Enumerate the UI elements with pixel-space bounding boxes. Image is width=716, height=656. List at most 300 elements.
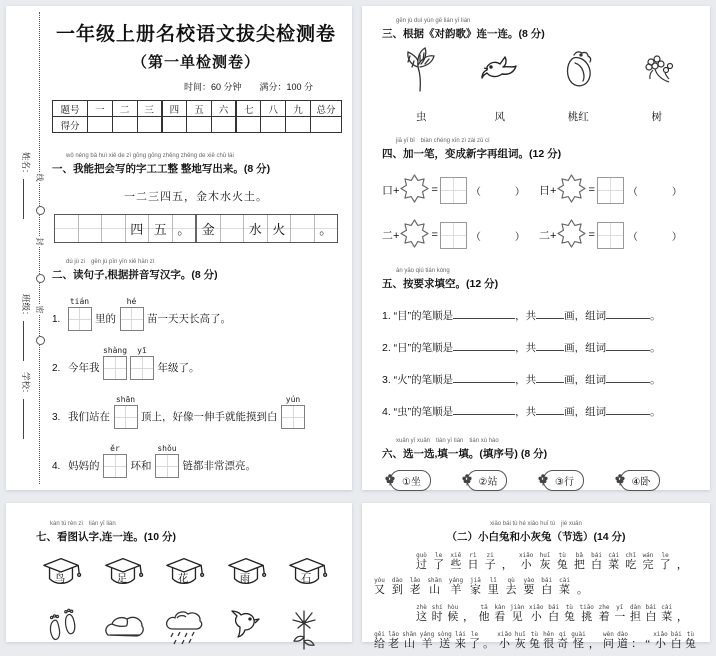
ruby-unit <box>608 552 619 572</box>
ruby-pinyin: shí <box>431 604 443 611</box>
section-2-title: 二、读句子,根据拼音写汉字。(8 分) <box>52 269 218 281</box>
item-text: 2. “日”的笔顺是 <box>382 342 454 354</box>
stroke-order-item <box>382 371 696 387</box>
ruby-unit <box>630 604 641 624</box>
answer-blank <box>453 339 515 351</box>
paper-title: 一年级上册名校语文拔尖检测卷 <box>55 24 336 45</box>
section-1 <box>52 153 340 243</box>
ruby-pinyin: jiā <box>470 577 481 584</box>
ruby-pinyin: yī <box>616 604 624 611</box>
ruby-hanzi: ： <box>631 638 643 650</box>
ruby-hanzi: 去 <box>505 584 517 596</box>
ruby-hanzi: 又 <box>374 584 385 596</box>
flower-icon <box>384 472 396 489</box>
ruby-pinyin: zi <box>486 552 494 559</box>
ruby-hanzi: 了 <box>469 638 481 650</box>
ruby-unit <box>388 631 399 651</box>
score-cell-empty <box>88 117 113 133</box>
tian-zi-ge-box <box>120 307 144 331</box>
ruby-pinyin: xiǎo <box>518 552 534 559</box>
score-table-col: 九 <box>286 101 311 117</box>
equals-sign: = <box>588 229 595 241</box>
ruby-pinyin: le <box>661 552 669 559</box>
picture <box>42 607 86 656</box>
ruby-pinyin: huī <box>514 631 526 638</box>
match-word: 风 <box>494 111 505 123</box>
reading-title-pinyin: xiǎo bái tù hé xiǎo huī tù jié xuǎn <box>490 521 582 527</box>
ruby-pinyin: sòng <box>437 631 452 638</box>
ruby-hanzi: 道 <box>617 638 629 650</box>
ruby-hanzi: 奇 <box>557 638 569 650</box>
item-text: 画，组词 <box>564 406 607 418</box>
ruby-hanzi: 给 <box>374 638 385 650</box>
answer-box <box>597 177 624 204</box>
word-parentheses: （ ） <box>470 186 526 198</box>
stroke-star-icon <box>400 174 429 206</box>
ruby-hanzi: 。 <box>576 584 588 596</box>
score-table-col: 八 <box>261 101 286 117</box>
choice-badge: ③行 <box>543 470 584 491</box>
ruby-unit <box>497 631 511 651</box>
ruby-hanzi: 过 <box>416 559 427 571</box>
answer-blank <box>606 371 650 383</box>
school-label: 学校： <box>21 372 31 398</box>
seal-char-mi: 密 <box>35 305 44 314</box>
ruby-pinyin: chī <box>625 552 637 559</box>
pinyin-label: hé <box>126 297 137 306</box>
reading-title: （二）小白兔和小灰兔（节选）(14 分) <box>446 531 626 543</box>
grid-cell: 。 <box>315 215 338 242</box>
ruby-unit <box>506 577 517 597</box>
ruby-unit <box>450 552 461 572</box>
ruby-unit <box>579 604 593 624</box>
fill-in-sentence <box>52 291 340 331</box>
ruby-pinyin: lǎo <box>409 577 421 584</box>
grid-cell: 火 <box>268 215 292 242</box>
tian-zi-ge-box <box>155 454 179 478</box>
ruby-hanzi: 要 <box>523 584 535 596</box>
pinyin-label: tián <box>69 297 90 306</box>
section-6-title: 六、选一选,填一填。(填序号) (8 分) <box>382 448 548 460</box>
ruby-pinyin: bái <box>548 604 560 611</box>
pinyin-label: shān <box>115 395 136 404</box>
ruby-unit <box>515 631 526 651</box>
character-cap <box>40 554 82 595</box>
ruby-hanzi: 很 <box>543 638 555 650</box>
match-word: 树 <box>651 111 662 123</box>
ruby-hanzi: 羊 <box>450 584 462 596</box>
score-cell-empty <box>236 117 261 133</box>
grid-cell: 四 <box>126 215 150 242</box>
pinyin-writing-box <box>112 395 139 429</box>
ruby-pinyin: zhè <box>416 604 427 611</box>
score-table-col: 一 <box>88 101 113 117</box>
ruby-hanzi: 兔 <box>528 638 540 650</box>
score-label: 得分 <box>53 117 88 133</box>
add-stroke-item <box>382 219 539 251</box>
answer-blank <box>453 403 515 415</box>
ruby-pinyin: yòu <box>374 577 385 584</box>
sentence-text: 今年我 <box>68 362 100 374</box>
ruby-unit <box>416 552 427 572</box>
ruby-unit <box>617 631 628 651</box>
character-cap <box>286 554 328 595</box>
choice-badge: ②站 <box>467 470 508 491</box>
ruby-hanzi: 日 <box>467 559 479 571</box>
answer-blank <box>536 371 564 383</box>
pinyin-label: yún <box>285 395 301 404</box>
picture <box>102 607 146 656</box>
ruby-unit <box>557 552 568 572</box>
ruby-pinyin <box>592 631 596 638</box>
school-field <box>20 372 33 439</box>
copy-sentence: 一二三四五，金木水火土。 <box>124 191 268 203</box>
answer-blank <box>606 307 650 319</box>
section-4-pinyin: jiā yī bǐ biàn chéng xīn zì zài zǔ cí <box>396 138 490 144</box>
ruby-hanzi: 候 <box>447 611 459 623</box>
section-6-pinyin: xuǎn yī xuǎn tián yī tián tián xù hào <box>396 438 499 444</box>
item-text: 。 <box>650 374 661 386</box>
answer-blank <box>536 307 564 319</box>
ruby-hanzi: 小 <box>654 638 666 650</box>
stroke-star-icon <box>400 219 429 251</box>
ruby-hanzi: 见 <box>511 611 523 623</box>
ruby-hanzi: 灰 <box>539 559 551 571</box>
score-table-col: 四 <box>162 101 187 117</box>
ruby-unit <box>416 604 427 624</box>
answer-blank <box>453 307 515 319</box>
ruby-unit <box>599 604 610 624</box>
page-3[interactable] <box>6 503 352 642</box>
item-text: 画，组词 <box>564 310 607 322</box>
badge-cell <box>543 470 620 491</box>
match-word: 虫 <box>416 111 427 123</box>
pinyin-label: ěr <box>110 444 120 453</box>
ruby-unit <box>571 631 585 651</box>
section-1-title: 一、我能把会写的字工工整 整地写出来。(8 分) <box>52 163 271 175</box>
character-cap <box>225 554 267 595</box>
pinyin-writing-box <box>154 444 181 478</box>
answer-blank <box>606 339 650 351</box>
ruby-pinyin: xiē <box>450 552 462 559</box>
ruby-unit <box>519 552 533 572</box>
character-caps <box>36 554 336 595</box>
footprints-icon <box>45 607 83 656</box>
ruby-hanzi: ， <box>462 611 474 623</box>
ruby-unit <box>449 577 463 597</box>
base-character: 二+ <box>539 230 557 242</box>
flower2-icon <box>287 607 321 656</box>
ruby-pinyin: tù <box>530 631 539 638</box>
ruby-hanzi: “ <box>645 638 651 650</box>
picture <box>162 607 206 656</box>
ruby-pinyin: bái <box>541 577 553 584</box>
ruby-unit <box>488 577 499 597</box>
stroke-star-icon <box>557 174 586 206</box>
rocks-icon <box>102 607 146 656</box>
ruby-pinyin: wán <box>642 552 654 559</box>
ruby-hanzi: 担 <box>629 611 641 623</box>
score-table <box>52 100 342 133</box>
equals-sign: = <box>431 184 438 196</box>
ruby-unit <box>392 577 403 597</box>
score-table-col: 五 <box>187 101 212 117</box>
match-word: 桃红 <box>567 111 589 123</box>
badge-cell <box>390 470 467 491</box>
item-text: 4. “虫”的笔顺是 <box>382 406 454 418</box>
class-blank <box>23 321 33 361</box>
character-cap <box>163 554 205 595</box>
flower-icon <box>537 472 549 489</box>
equals-sign: = <box>588 184 595 196</box>
seal-circle <box>36 274 45 283</box>
section-5-title: 五、按要求填空。(12 分) <box>382 278 499 290</box>
answer-box <box>440 222 467 249</box>
section-2 <box>52 259 340 478</box>
ruby-pinyin: tiāo <box>579 604 594 611</box>
word-parentheses: （ ） <box>470 231 526 243</box>
match-image <box>461 41 540 101</box>
add-stroke-items <box>382 174 696 251</box>
item-text: ，共 <box>515 406 537 418</box>
item-number: 4. <box>52 461 61 472</box>
ruby-unit <box>541 577 552 597</box>
grid-cell: 。 <box>173 215 198 242</box>
item-text: 。 <box>650 342 661 354</box>
seal-dotted-line <box>39 12 40 484</box>
sentence-text: 顶上，好像一伸手就能摸到白 <box>141 411 278 423</box>
ruby-hanzi: 些 <box>450 559 462 571</box>
ruby-hanzi: 白 <box>670 638 682 650</box>
ruby-unit <box>437 631 451 651</box>
grid-cell <box>291 215 315 242</box>
ruby-hanzi: 时 <box>431 611 443 623</box>
ruby-pinyin: tù <box>565 604 573 611</box>
sentence-text: 苗一天天长高了。 <box>147 313 231 325</box>
ruby-unit <box>485 552 496 572</box>
ruby-unit <box>589 631 600 651</box>
ruby-hanzi: 白 <box>645 611 657 623</box>
grid-cell: 金 <box>197 215 221 242</box>
pinyin-label: shàng <box>102 346 128 355</box>
tian-zi-ge-box <box>130 356 154 380</box>
ruby-hanzi: 问 <box>602 638 614 650</box>
ruby-unit <box>540 552 551 572</box>
svg-text:鸟: 鸟 <box>54 573 66 585</box>
ruby-pinyin <box>487 631 491 638</box>
ruby-unit <box>510 604 524 624</box>
fill-in-sentence <box>52 340 340 380</box>
seal-circle <box>36 336 45 345</box>
ruby-unit <box>483 631 494 651</box>
answer-blank <box>453 371 515 383</box>
ruby-pinyin: cài <box>559 577 570 584</box>
ruby-hanzi: 怪 <box>572 638 584 650</box>
passage-line <box>372 604 700 624</box>
ruby-pinyin: yáng <box>448 577 464 584</box>
ruby-pinyin: wèn <box>602 631 614 638</box>
ruby-hanzi: 兔 <box>684 638 696 650</box>
ruby-hanzi: 吃 <box>625 559 637 571</box>
ruby-unit <box>653 631 667 651</box>
ruby-hanzi: 羊 <box>421 638 433 650</box>
stroke-order-item <box>382 307 696 323</box>
name-label: 姓名： <box>21 152 31 178</box>
ruby-hanzi: 小 <box>520 559 532 571</box>
score-table-label: 题号 <box>53 101 88 117</box>
ruby-hanzi: 兔 <box>563 611 575 623</box>
ruby-unit <box>645 631 650 651</box>
item-text: 1. “目”的笔顺是 <box>382 310 454 322</box>
ruby-unit <box>603 631 614 651</box>
item-number: 3. <box>52 412 61 423</box>
ruby-pinyin: hěn <box>543 631 554 638</box>
match-image <box>382 41 461 101</box>
fill-in-sentence <box>52 389 340 429</box>
ruby-hanzi: 菜 <box>661 611 673 623</box>
ruby-unit <box>577 577 588 597</box>
section-4-title: 四、加一笔，变成新字再组词。(12 分) <box>382 148 562 160</box>
ruby-pinyin <box>681 604 685 611</box>
ruby-unit <box>557 631 568 651</box>
answer-blank <box>606 403 650 415</box>
item-text: 画，组词 <box>564 342 607 354</box>
ruby-unit <box>447 604 458 624</box>
answer-blank <box>536 403 564 415</box>
ruby-pinyin: lái <box>454 631 466 638</box>
ruby-hanzi: ， <box>588 638 600 650</box>
ruby-hanzi: 菜 <box>559 584 571 596</box>
section-5-pinyin: àn yāo qiú tián kòng <box>396 268 450 274</box>
choice-badge: ①坐 <box>390 470 431 491</box>
reading-passage <box>372 552 700 651</box>
ruby-unit <box>463 604 474 624</box>
ruby-pinyin <box>680 552 684 559</box>
stroke-order-item <box>382 339 696 355</box>
flower-icon <box>614 472 626 489</box>
picture <box>222 607 266 656</box>
tian-zi-ge-box <box>281 405 305 429</box>
score-table-col: 二 <box>112 101 137 117</box>
tian-zi-ge-box <box>114 405 138 429</box>
sentence-text: 妈妈的 <box>68 460 100 472</box>
ruby-unit <box>661 604 672 624</box>
ruby-hanzi: 白 <box>548 611 560 623</box>
tree-icon <box>401 45 441 98</box>
ruby-pinyin: shān <box>427 577 442 584</box>
ruby-pinyin <box>505 552 509 559</box>
class-field <box>20 294 33 361</box>
ruby-unit <box>677 604 688 624</box>
page-2[interactable] <box>362 6 710 490</box>
ruby-pinyin: tā <box>480 604 488 611</box>
ruby-hanzi: 山 <box>403 638 415 650</box>
add-stroke-item <box>539 174 696 206</box>
pinyin-label: shǒu <box>157 444 177 453</box>
section-4 <box>382 138 696 251</box>
page-1[interactable] <box>6 6 352 490</box>
section-3-pinyin: gēn jù duì yùn gē lián yī lián <box>396 18 471 24</box>
item-text: 。 <box>650 310 661 322</box>
ruby-unit <box>427 577 441 597</box>
ruby-pinyin: qù <box>507 577 515 584</box>
score-cell-empty <box>187 117 212 133</box>
ruby-hanzi: 兔 <box>556 559 568 571</box>
sentence-text: 我们站在 <box>68 411 110 423</box>
match-image <box>539 41 618 101</box>
ruby-pinyin: bái <box>645 604 657 611</box>
page-4[interactable] <box>362 503 710 650</box>
character-cap <box>102 554 144 595</box>
passage-line <box>372 577 700 597</box>
ruby-hanzi: 老 <box>388 638 400 650</box>
ruby-pinyin: xiǎo <box>529 604 544 611</box>
ruby-hanzi: 他 <box>478 611 490 623</box>
item-text: ，共 <box>515 374 537 386</box>
ruby-unit <box>625 552 636 572</box>
svg-text:足: 足 <box>116 573 127 585</box>
ruby-pinyin <box>635 631 639 638</box>
ruby-hanzi: 完 <box>642 559 654 571</box>
class-label: 班级： <box>21 294 31 320</box>
section-7-pinyin: kàn tú rèn zì lián yī lián <box>50 521 116 527</box>
score-table-header-row <box>53 101 342 117</box>
tian-zi-ge-box <box>103 454 127 478</box>
paper-subtitle: （第一单检测卷） <box>131 54 260 71</box>
bird-icon <box>481 53 519 90</box>
ruby-pinyin: yáng <box>419 631 435 638</box>
ruby-pinyin: xiǎo <box>653 631 668 638</box>
ruby-hanzi: 了 <box>659 559 671 571</box>
ruby-hanzi: 把 <box>573 559 585 571</box>
name-blank <box>23 179 33 219</box>
ruby-unit <box>614 604 625 624</box>
ruby-pinyin: cài <box>608 552 620 559</box>
ruby-hanzi: 菜 <box>608 559 620 571</box>
ruby-pinyin: dàn <box>629 604 641 611</box>
ruby-hanzi: 灰 <box>514 638 526 650</box>
ruby-hanzi: 家 <box>469 584 481 596</box>
stroke-order-items <box>382 307 696 419</box>
ruby-pinyin: hòu <box>447 604 459 611</box>
ruby-hanzi: 子 <box>484 559 496 571</box>
tian-zi-ge-box <box>103 356 127 380</box>
badge-cell <box>620 470 697 491</box>
ruby-unit <box>564 604 575 624</box>
stroke-order-item <box>382 403 696 419</box>
add-stroke-item <box>539 219 696 251</box>
ruby-unit <box>523 577 534 597</box>
add-stroke-item <box>382 174 539 206</box>
ruby-unit <box>402 631 416 651</box>
bird2-icon <box>226 607 262 656</box>
ruby-unit <box>410 577 421 597</box>
writing-grid <box>54 214 338 243</box>
ruby-unit <box>374 577 385 597</box>
ruby-unit <box>660 552 671 572</box>
score-table-col: 三 <box>137 101 162 117</box>
flower-icon <box>639 52 675 91</box>
ruby-pinyin: bǎ <box>575 552 583 559</box>
pinyin-writing-box <box>102 444 129 478</box>
ruby-unit <box>548 604 559 624</box>
ruby-pinyin: jiàn <box>509 604 525 611</box>
ruby-unit <box>529 631 540 651</box>
seal-circle <box>36 206 45 215</box>
ruby-unit <box>631 631 642 651</box>
ruby-hanzi: 着 <box>598 611 610 623</box>
item-number: 2. <box>52 363 61 374</box>
